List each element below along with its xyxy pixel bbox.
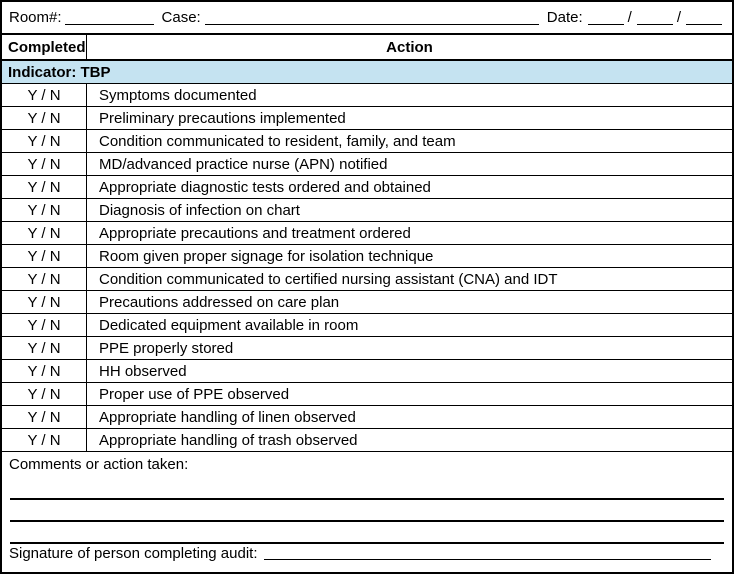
indicator-banner: Indicator: TBP [2, 61, 732, 84]
yn-cell[interactable]: Y / N [2, 337, 87, 359]
action-cell: Appropriate diagnostic tests ordered and obtained [99, 178, 431, 196]
comments-input-line[interactable] [10, 500, 724, 522]
signature-label: Signature of person completing audit: [9, 545, 258, 562]
table-row [2, 245, 732, 268]
case-input-line[interactable] [205, 10, 539, 25]
action-cell: Proper use of PPE observed [99, 385, 290, 403]
date-label: Date: [546, 9, 583, 26]
action-cell: Dedicated equipment available in room [99, 316, 359, 334]
table-row [2, 222, 732, 245]
room-number-label: Room#: [9, 9, 62, 26]
action-cell: Condition communicated to certified nursing assistant (CNA) and IDT [99, 270, 558, 288]
yn-cell[interactable]: Y / N [2, 130, 87, 152]
signature-input-line[interactable] [264, 545, 712, 560]
yn-cell[interactable]: Y / N [2, 245, 87, 267]
yn-cell[interactable]: Y / N [2, 383, 87, 405]
comment-lines [2, 478, 732, 544]
table-row [2, 130, 732, 153]
table-body [2, 84, 732, 452]
action-cell: Precautions addressed on care plan [99, 293, 340, 311]
action-cell: Appropriate handling of linen observed [99, 408, 356, 426]
table-row [2, 268, 732, 291]
action-cell: Preliminary precautions implemented [99, 109, 346, 127]
yn-cell[interactable]: Y / N [2, 84, 87, 106]
table-row [2, 314, 732, 337]
case-label: Case: [161, 9, 201, 26]
date-year-input-line[interactable] [686, 10, 722, 25]
yn-cell[interactable]: Y / N [2, 199, 87, 221]
action-cell: Room given proper signage for isolation technique [99, 247, 434, 265]
action-cell: MD/advanced practice nurse (APN) notified [99, 155, 388, 173]
yn-cell[interactable]: Y / N [2, 360, 87, 382]
yn-cell[interactable]: Y / N [2, 176, 87, 198]
action-cell: Appropriate precautions and treatment ordered [99, 224, 411, 242]
table-row [2, 291, 732, 314]
comments-input-line[interactable] [10, 478, 724, 500]
yn-cell[interactable]: Y / N [2, 406, 87, 428]
yn-cell[interactable]: Y / N [2, 268, 87, 290]
yn-cell[interactable]: Y / N [2, 291, 87, 313]
date-day-input-line[interactable] [637, 10, 673, 25]
date-separator: / [676, 9, 681, 26]
action-cell: HH observed [99, 362, 187, 380]
table-row [2, 176, 732, 199]
action-cell: PPE properly stored [99, 339, 234, 357]
form-footer [2, 452, 732, 572]
comments-input-line[interactable] [10, 522, 724, 544]
yn-cell[interactable]: Y / N [2, 429, 87, 451]
yn-cell[interactable]: Y / N [2, 153, 87, 175]
form-header [2, 2, 732, 35]
room-number-input-line[interactable] [65, 10, 154, 25]
signature-row [2, 544, 732, 572]
table-row [2, 360, 732, 383]
table-row [2, 84, 732, 107]
table-row [2, 107, 732, 130]
comments-label: Comments or action taken: [9, 456, 189, 473]
table-row [2, 337, 732, 360]
action-cell: Diagnosis of infection on chart [99, 201, 300, 219]
column-header-action: Action [386, 38, 433, 56]
yn-cell[interactable]: Y / N [2, 107, 87, 129]
action-cell: Appropriate handling of trash observed [99, 431, 358, 449]
column-header-completed: Completed [2, 35, 87, 59]
yn-cell[interactable]: Y / N [2, 314, 87, 336]
yn-cell[interactable]: Y / N [2, 222, 87, 244]
table-header-row [2, 35, 732, 61]
action-cell: Condition communicated to resident, family, and team [99, 132, 456, 150]
table-row [2, 199, 732, 222]
table-row [2, 383, 732, 406]
table-row [2, 429, 732, 452]
date-separator: / [627, 9, 632, 26]
date-month-input-line[interactable] [588, 10, 624, 25]
table-row [2, 406, 732, 429]
table-row [2, 153, 732, 176]
action-cell: Symptoms documented [99, 86, 257, 104]
